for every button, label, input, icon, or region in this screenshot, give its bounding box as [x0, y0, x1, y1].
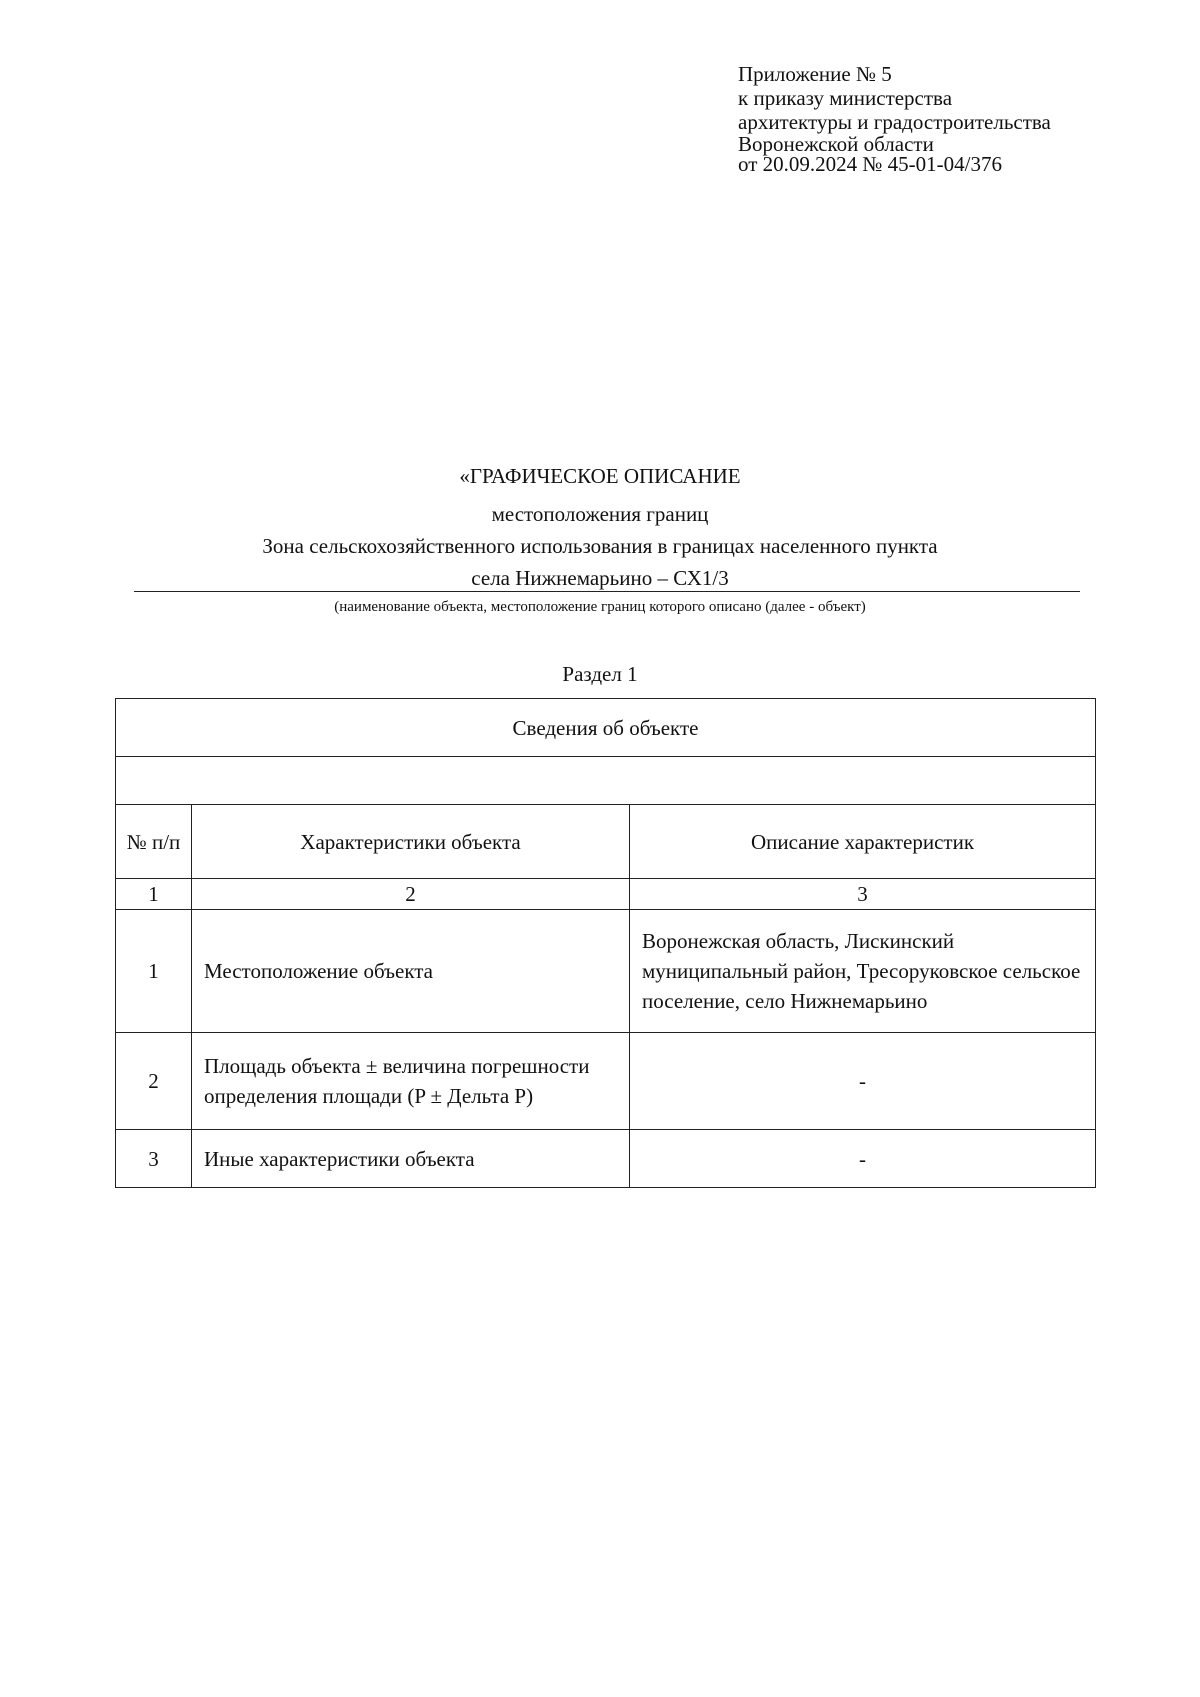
table-row: [116, 1033, 1096, 1130]
section-label: Раздел 1: [562, 662, 638, 686]
table-row: [116, 910, 1096, 1033]
appendix-block: [738, 62, 1051, 174]
row-characteristic: Иные характеристики объекта: [192, 1130, 630, 1188]
row-description: Воронежская область, Лискинский муниципальный район, Тресоруковское сельское поселение, село Нижнемарьино: [630, 910, 1096, 1033]
title-underline: [134, 591, 1080, 592]
column-header-description: Описание характеристик: [630, 805, 1096, 879]
column-number-3: 3: [630, 879, 1096, 910]
title-caption: (наименование объекта, местоположение границ которого описано (далее - объект): [334, 599, 866, 615]
column-number-2: 2: [192, 879, 630, 910]
row-characteristic: Местоположение объекта: [192, 910, 630, 1033]
appendix-line-5: от 20.09.2024 № 45-01-04/376: [738, 152, 1003, 176]
appendix-line-4: Воронежской области: [738, 132, 934, 156]
table-row: [116, 1130, 1096, 1188]
row-description: -: [630, 1033, 1096, 1130]
row-num: 1: [116, 910, 192, 1033]
row-num: 3: [116, 1130, 192, 1188]
document-title: [120, 462, 1080, 594]
appendix-line-3: архитектуры и градостроительства: [738, 110, 1051, 134]
row-num: 2: [116, 1033, 192, 1130]
title-line-3: Зона сельскохозяйственного использования в границах населенного пункта: [262, 534, 938, 558]
column-header-num: № п/п: [116, 805, 192, 879]
object-info-table: [115, 698, 1096, 1188]
appendix-line-2: к приказу министерства: [738, 86, 953, 110]
table-empty-row: [116, 757, 1096, 805]
row-description: -: [630, 1130, 1096, 1188]
title-line-4: села Нижнемарьино – СХ1/3: [471, 566, 729, 590]
row-characteristic: Площадь объекта ± величина погрешности определения площади (P ± Дельта P): [192, 1033, 630, 1130]
column-number-1: 1: [116, 879, 192, 910]
table-header: Сведения об объекте: [116, 699, 1096, 757]
title-line-2: местоположения границ: [491, 502, 709, 526]
title-main: «ГРАФИЧЕСКОЕ ОПИСАНИЕ: [459, 464, 741, 488]
column-header-characteristic: Характеристики объекта: [192, 805, 630, 879]
appendix-line-1: Приложение № 5: [738, 62, 892, 86]
